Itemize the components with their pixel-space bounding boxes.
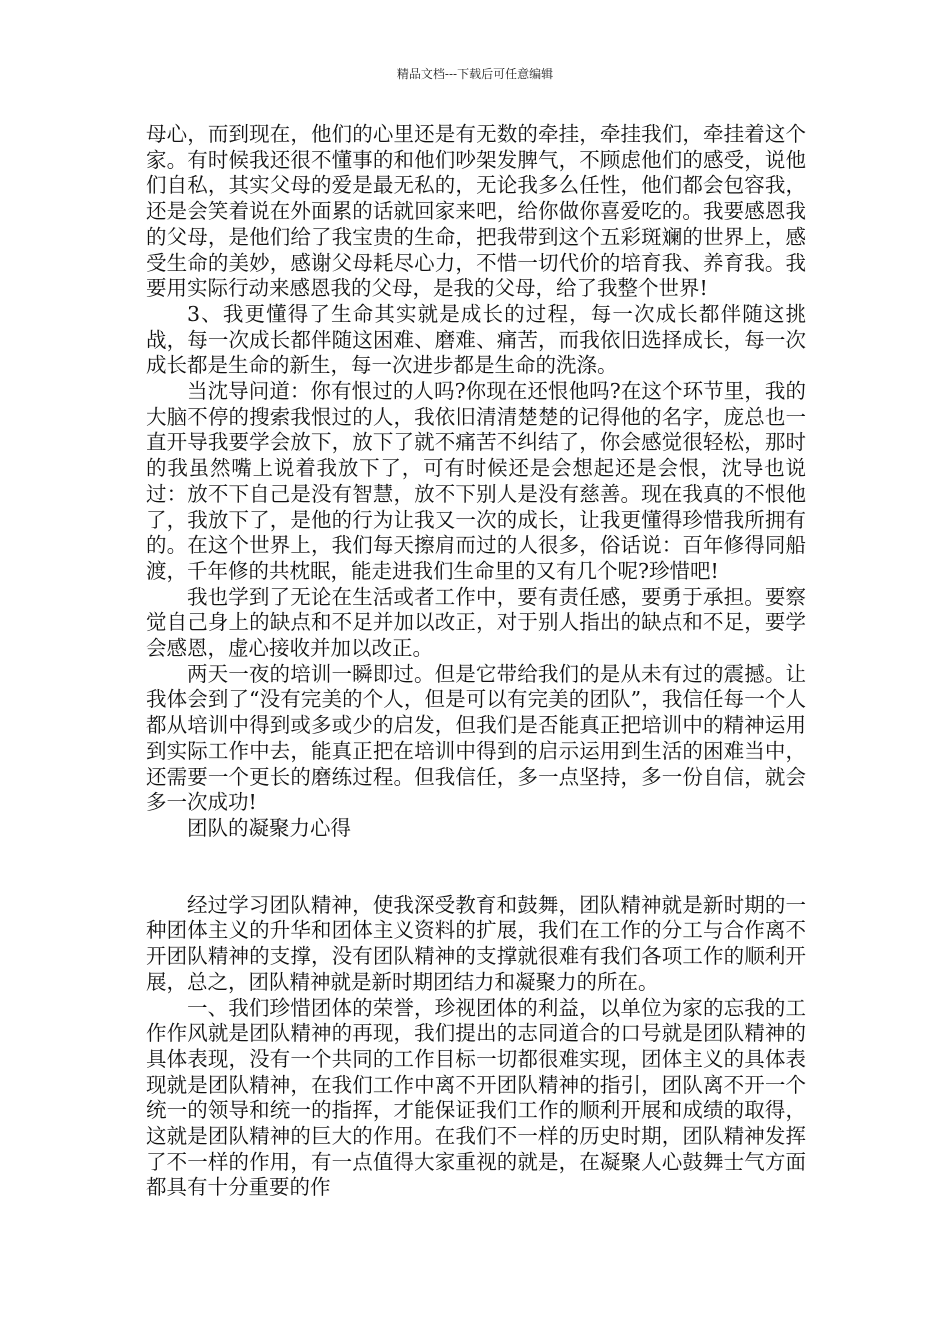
paragraph-section-one: 一、我们珍惜团体的荣誉，珍视团体的利益，以单位为家的忘我的工作作风就是团队精神的再现，我们提出的志同道合的口号就是团队精神的具体表现，没有一个共同的工作目标一切都很难实现，团体主义的具体表现就是团队精神，在我们工作中离不开团队精神的指引，团队离不开一个统一的领导和统一的指挥，才能保证我们工作的顺利开展和成绩的取得，这就是团队精神的巨大的作用。在我们不一样的历史时期，团队精神发挥了不一样的作用，有一点值得大家重视的就是，在凝聚人心鼓舞士气方面都具有十分重要的作 xyxy=(146,995,806,1200)
page-header: 精品文档---下载后可任意编辑 xyxy=(396,67,554,81)
paragraph-letting-go: 当沈导问道：你有恨过的人吗?你现在还恨他吗?在这个环节里，我的大脑不停的搜索我恨过的人，我依旧清清楚楚的记得他的名字，庞总也一直开导我要学会放下，放下了就不痛苦不纠结了，你会感觉很轻松，那时的我虽然嘴上说着我放下了，可有时候还是会想起还是会恨，沈导也说过：放不下自己是没有智慧，放不下别人是没有慈善。现在我真的不恨他了，我放下了，是他的行为让我又一次的成长，让我更懂得珍惜我所拥有的。在这个世界上，我们每天擦肩而过的人很多，俗话说：百年修得同船渡，千年修的共枕眠，能走进我们生命里的又有几个呢?珍惜吧! xyxy=(146,379,806,583)
paragraph-parents: 母心，而到现在，他们的心里还是有无数的牵挂，牵挂我们，牵挂着这个家。有时候我还很不懂事的和他们吵架发脾气，不顾虑他们的感受，说他们自私，其实父母的爱是最无私的，无论我多么任性，他们都会包容我，还是会笑着说在外面累的话就回家来吧，给你做你喜爱吃的。我要感恩我的父母，是他们给了我宝贵的生命，把我带到这个五彩斑斓的世界上，感受生命的美妙，感谢父母耗尽心力，不惜一切代价的培育我、养育我。我要用实际行动来感恩我的父母，是我的父母，给了我整个世界! xyxy=(146,122,806,301)
paragraph-responsibility: 我也学到了无论在生活或者工作中，要有责任感，要勇于承担。要察觉自己身上的缺点和不足并加以改正，对于别人指出的缺点和不足，要学会感恩，虚心接收并加以改正。 xyxy=(146,584,806,661)
document-body xyxy=(146,122,806,1201)
paragraph-training: 两天一夜的培训一瞬即过。但是它带给我们的是从未有过的震撼。让我体会到了“没有完美的个人，但是可以有完美的团队”，我信任每一个人都从培训中得到或多或少的启发，但我们是否能真正把培训中的精神运用到实际工作中去，能真正把在培训中得到的启示运用到生活的困难当中，还需要一个更长的磨练过程。但我信任，多一点坚持，多一份自信，就会多一次成功! xyxy=(146,661,806,815)
blank-line xyxy=(146,842,806,893)
paragraph-team-spirit: 经过学习团队精神，使我深受教育和鼓舞，团队精神就是新时期的一种团体主义的升华和团体主义资料的扩展，我们在工作的分工与合作离不开团队精神的支撑，没有团队精神的支撑就很难有我们各项工作的顺利开展，总之，团队精神就是新时期团结力和凝聚力的所在。 xyxy=(146,892,806,994)
section-heading: 团队的凝聚力心得 xyxy=(187,815,351,840)
paragraph-growth: 3、我更懂得了生命其实就是成长的过程，每一次成长都伴随这挑战，每一次成长都伴随这困难、磨难、痛苦，而我依旧选择成长，每一次成长都是生命的新生，每一次进步都是生命的洗涤。 xyxy=(146,301,806,378)
